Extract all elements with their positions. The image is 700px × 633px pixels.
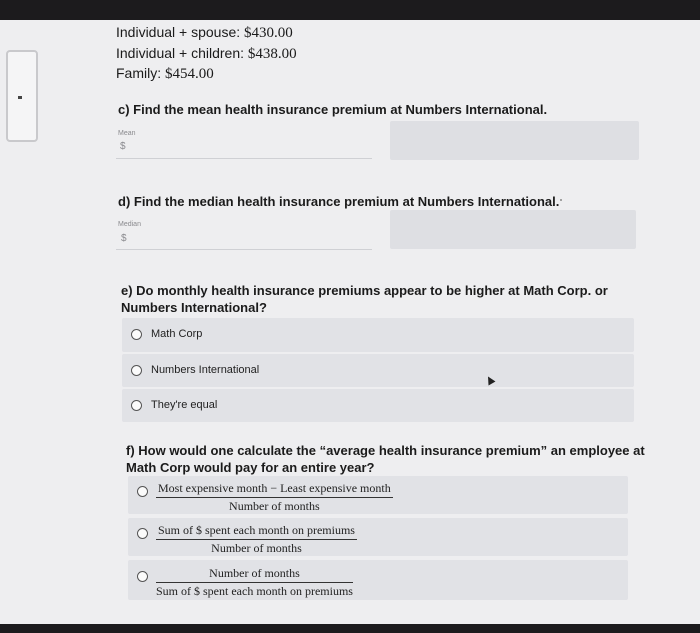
option-numbers-international[interactable] (122, 354, 634, 387)
question-f-line1: f) How would one calculate the “average health insurance premium” an employee at (126, 443, 645, 458)
mean-answer-box[interactable] (390, 121, 639, 160)
option-theyre-equal[interactable] (122, 389, 634, 422)
question-content (0, 20, 700, 624)
option-formula-inverse[interactable] (128, 560, 628, 600)
median-currency-symbol: $ (121, 233, 127, 244)
median-field-label: Median (118, 221, 141, 228)
radio-button[interactable] (137, 486, 148, 497)
radio-button[interactable] (137, 528, 148, 539)
price-label: Family: (116, 65, 162, 81)
price-value: $454.00 (165, 66, 214, 82)
radio-button[interactable] (131, 329, 142, 340)
price-value: $438.00 (247, 46, 297, 62)
radio-button[interactable] (131, 365, 142, 376)
median-answer-box[interactable] (390, 210, 636, 249)
price-individual-children (116, 45, 297, 63)
question-e-line1: e) Do monthly health insurance premiums appear to be higher at Math Corp. or (121, 283, 608, 298)
fraction-denominator: Sum of $ spent each month on premiums (156, 584, 353, 598)
question-f-line2: Math Corp would pay for an entire year? (126, 460, 375, 475)
price-label: Individual + spouse: (116, 24, 241, 40)
median-input[interactable] (116, 249, 372, 250)
mean-input[interactable] (116, 158, 372, 159)
option-math-corp[interactable] (122, 318, 634, 352)
mean-currency-symbol: $ (120, 141, 126, 152)
mean-field-label: Mean (118, 130, 136, 137)
fraction-denominator: Number of months (211, 541, 302, 555)
option-formula-range[interactable] (128, 476, 628, 514)
fraction-numerator: Sum of $ spent each month on premiums (156, 523, 357, 540)
fraction (156, 481, 393, 514)
option-formula-mean[interactable] (128, 518, 628, 556)
question-e-line2: Numbers International? (121, 300, 267, 315)
price-label: Individual + children: (116, 45, 245, 61)
price-family (116, 65, 214, 83)
option-label: They're equal (151, 399, 218, 411)
question-f-text (126, 442, 645, 476)
radio-button[interactable] (131, 400, 142, 411)
question-d-text: d) Find the median health insurance premium at Numbers International. (118, 194, 560, 209)
question-c-text: c) Find the mean health insurance premium at Numbers International. (118, 102, 548, 117)
option-label: Math Corp (151, 328, 203, 340)
question-e-text (121, 282, 608, 316)
screen (0, 20, 700, 624)
price-individual-spouse (116, 24, 293, 42)
fraction-numerator: Number of months (156, 566, 353, 583)
dot (560, 199, 562, 201)
fraction-numerator: Most expensive month − Least expensive month (156, 481, 393, 498)
fraction-denominator: Number of months (229, 499, 320, 513)
fraction (156, 523, 357, 556)
radio-button[interactable] (137, 571, 148, 582)
option-label: Numbers International (151, 364, 260, 376)
price-value: $430.00 (244, 25, 293, 41)
fraction (156, 566, 353, 599)
